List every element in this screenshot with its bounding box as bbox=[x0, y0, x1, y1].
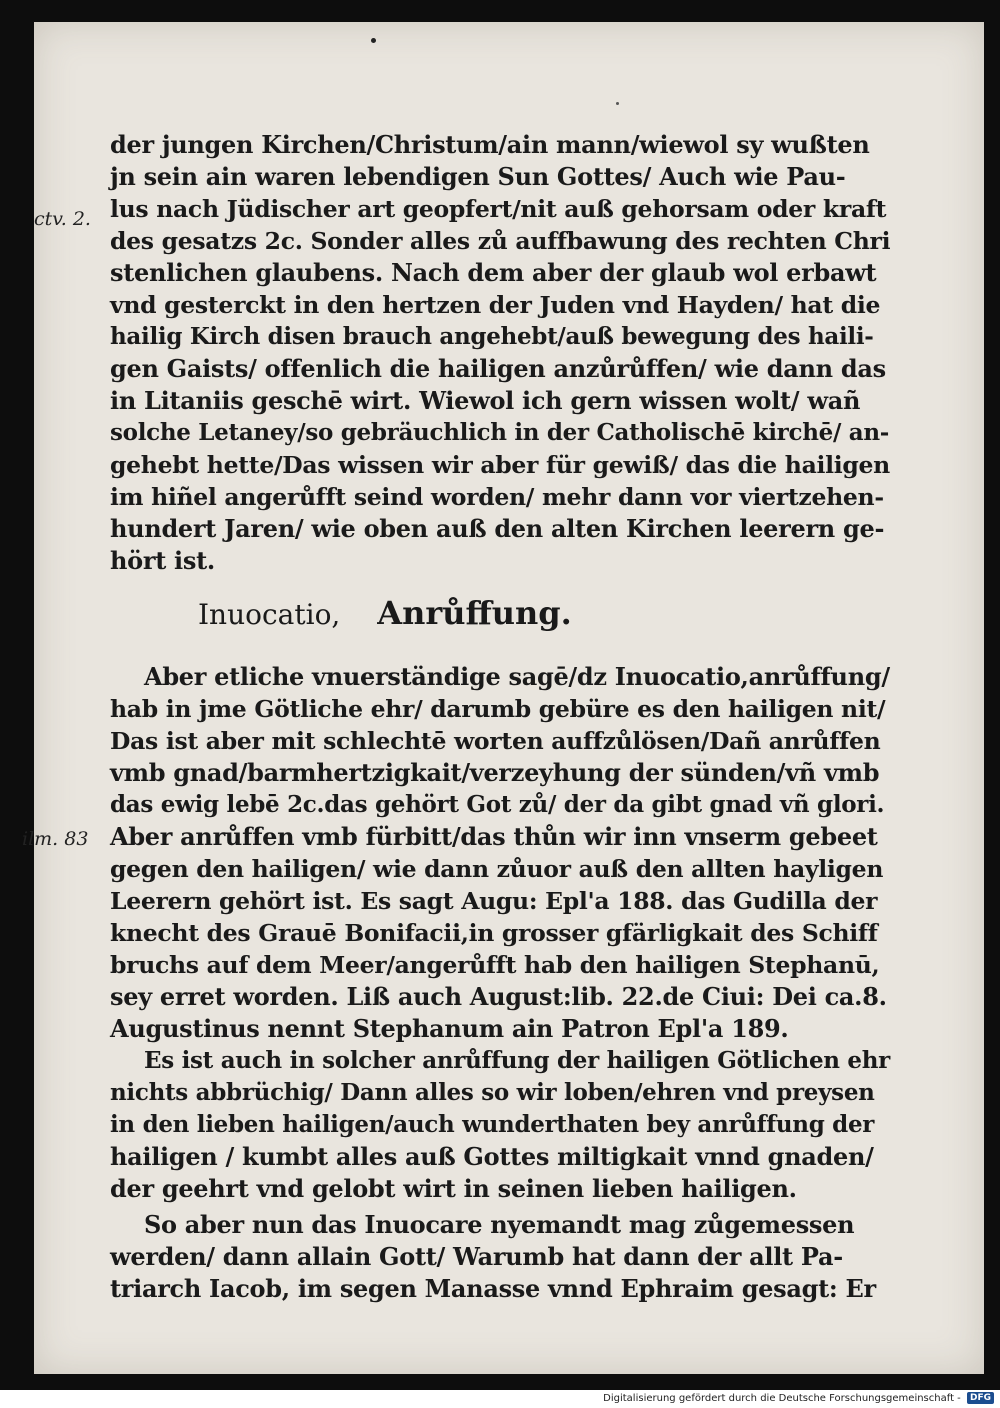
text-line: solche Letaney/so gebräuchlich in der Catholischē kirchē/ an- bbox=[110, 419, 890, 446]
heading-german: Anrůffung. bbox=[377, 594, 572, 632]
text-line: vnd gesterckt in den hertzen der Juden vnd Hayden/ hat die bbox=[110, 291, 881, 319]
dfg-logo: DFG bbox=[967, 1392, 994, 1404]
text-line: knecht des Grauē Bonifacii,in grosser gfärligkait des Schiff bbox=[110, 919, 878, 947]
text-line: jn sein ain waren lebendigen Sun Gottes/ Auch wie Pau- bbox=[110, 162, 846, 191]
text-line: hailigen / kumbt alles auß Gottes miltigkait vnnd gnaden/ bbox=[110, 1142, 874, 1171]
text-line: des gesatzs 2c. Sonder alles zů auffbawung des rechten Chri bbox=[110, 227, 891, 255]
text-line: Aber etliche vnuerständige sagē/dz Inuocatio,anrůffung/ bbox=[144, 662, 890, 691]
text-line: Aber anrůffen vmb fürbitt/das thůn wir inn vnserm gebeet bbox=[110, 822, 878, 851]
text-line: der geehrt vnd gelobt wirt in seinen lieben hailigen. bbox=[110, 1174, 797, 1203]
text-line: gehebt hette/Das wissen wir aber für gewiß/ das die hailigen bbox=[110, 451, 890, 479]
text-line: gegen den hailigen/ wie dann zůuor auß den allten hayligen bbox=[110, 855, 884, 883]
text-line: in Litaniis geschē wirt. Wiewol ich gern wissen wolt/ wañ bbox=[110, 386, 861, 415]
text-line: vmb gnad/barmhertzigkait/verzeyhung der sünden/vñ vmb bbox=[110, 758, 880, 787]
text-line: gen Gaists/ offenlich die hailigen anzůrůffen/ wie dann das bbox=[110, 354, 886, 383]
text-line: So aber nun das Inuocare nyemandt mag zůgemessen bbox=[144, 1210, 855, 1239]
text-line: nichts abbrüchig/ Dann alles so wir loben/ehren vnd preysen bbox=[110, 1079, 875, 1106]
text-line: hundert Jaren/ wie oben auß den alten Kirchen leerern ge- bbox=[110, 514, 885, 543]
margin-note: ilm. 83 bbox=[22, 828, 89, 850]
text-line: sey erret worden. Liß auch August:lib. 22.de Ciui: Dei ca.8. bbox=[110, 982, 887, 1011]
ink-dot bbox=[371, 38, 376, 43]
text-line: hailig Kirch disen brauch angehebt/auß bewegung des haili- bbox=[110, 323, 874, 350]
text-line: bruchs auf dem Meer/angerůfft hab den hailigen Stephanū, bbox=[110, 951, 880, 979]
heading-latin: Inuocatio, bbox=[198, 598, 341, 631]
text-line: hab in jme Götliche ehr/ darumb gebüre es den hailigen nit/ bbox=[110, 695, 886, 723]
ink-dot bbox=[616, 102, 619, 105]
text-line: das ewig lebē 2c.das gehört Got zů/ der da gibt gnad vñ glori. bbox=[110, 791, 885, 818]
section-heading bbox=[198, 594, 572, 632]
text-line: werden/ dann allain Gott/ Warumb hat dann der allt Pa- bbox=[110, 1242, 843, 1271]
footer-text: Digitalisierung gefördert durch die Deutsche Forschungsgemeinschaft - bbox=[603, 1393, 961, 1404]
text-line: der jungen Kirchen/Christum/ain mann/wiewol sy wußten bbox=[110, 130, 870, 159]
text-line: in den lieben hailigen/auch wunderthaten bey anrůffung der bbox=[110, 1111, 875, 1138]
text-line: stenlichen glaubens. Nach dem aber der glaub wol erbawt bbox=[110, 258, 877, 287]
text-line: hört ist. bbox=[110, 546, 215, 575]
text-line: Es ist auch in solcher anrůffung der hailigen Götlichen ehr bbox=[144, 1047, 890, 1074]
text-line: Das ist aber mit schlechtē worten auffzůlösen/Dañ anrůffen bbox=[110, 727, 881, 755]
text-line: im hiñel angerůfft seind worden/ mehr dann vor viertzehen- bbox=[110, 483, 884, 511]
text-line: triarch Iacob, im segen Manasse vnnd Ephraim gesagt: Er bbox=[110, 1274, 876, 1303]
funding-footer bbox=[603, 1392, 994, 1404]
margin-note: ctv. 2. bbox=[34, 208, 91, 230]
text-line: Augustinus nennt Stephanum ain Patron Epl'a 189. bbox=[110, 1014, 789, 1043]
text-line: lus nach Jüdischer art geopfert/nit auß gehorsam oder kraft bbox=[110, 195, 887, 223]
text-line: Leerern gehört ist. Es sagt Augu: Epl'a 188. das Gudilla der bbox=[110, 887, 878, 915]
